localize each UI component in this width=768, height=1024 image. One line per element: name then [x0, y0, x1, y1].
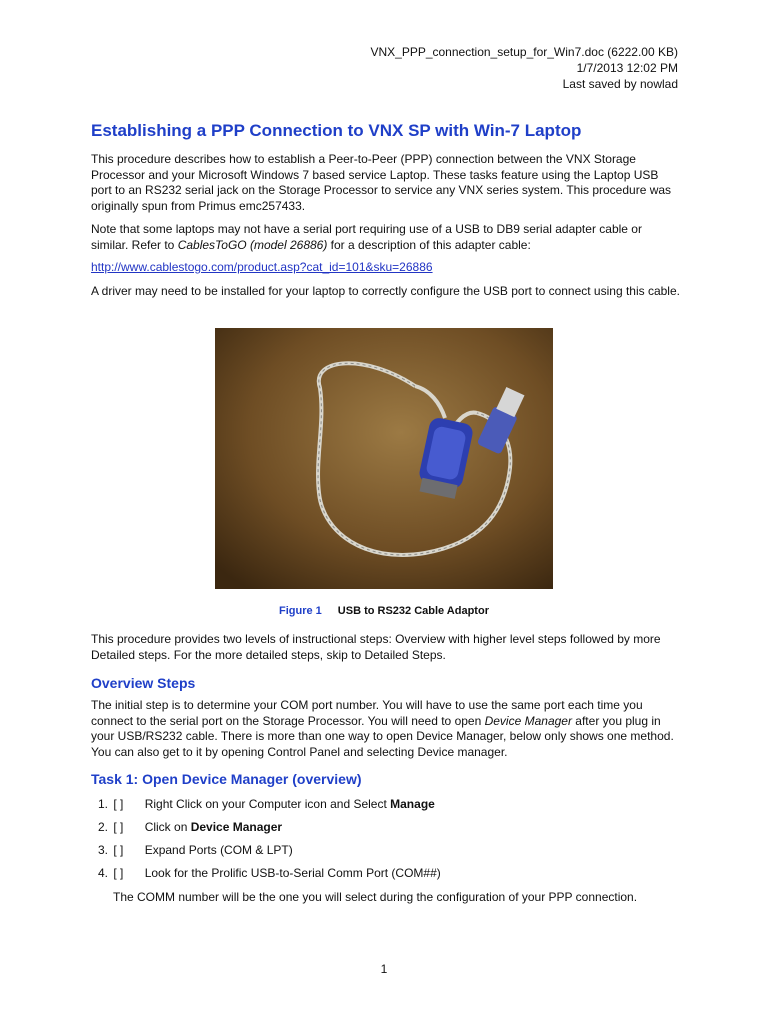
overview-paragraph — [91, 698, 681, 760]
overview-device-manager: Device Manager — [484, 713, 572, 728]
cablestogo-link[interactable]: http://www.cablestogo.com/product.asp?cat_id=101&sku=26886 — [91, 260, 433, 274]
step-bold: Device Manager — [190, 820, 283, 834]
step-checkbox[interactable]: [ ] — [113, 820, 124, 834]
step-number: 1. — [98, 797, 109, 811]
figure-caption-text: USB to RS232 Cable Adaptor — [337, 605, 489, 617]
step-checkbox[interactable]: [ ] — [113, 866, 124, 880]
step-text: Right Click on your Computer icon and Select — [144, 797, 391, 811]
cable-illustration — [215, 328, 553, 589]
header-saved-by: Last saved by nowlad — [562, 77, 678, 91]
document-header — [370, 44, 678, 92]
instruction-levels-paragraph: This procedure provides two levels of instructional steps: Overview with higher level steps followed by more Detailed steps. For the more detailed steps, skip to Detailed Steps. — [91, 632, 661, 662]
task1-step — [98, 866, 441, 881]
overview-heading: Overview Steps — [91, 675, 196, 691]
step-checkbox[interactable]: [ ] — [113, 797, 124, 811]
adapter-note-paragraph — [91, 222, 681, 253]
task1-step — [98, 820, 282, 835]
step-text: Look for the Prolific USB-to-Serial Comm Port (COM##) — [144, 866, 441, 880]
header-filename: VNX_PPP_connection_setup_for_Win7.doc (6222.00 KB) — [370, 45, 678, 59]
step-checkbox[interactable]: [ ] — [113, 843, 124, 857]
figure-caption — [0, 605, 768, 617]
usb-rs232-cable-photo — [215, 328, 553, 589]
step-bold: Manage — [390, 797, 435, 811]
document-title: Establishing a PPP Connection to VNX SP with Win-7 Laptop — [91, 121, 582, 140]
note-text-after: for a description of this adapter cable: — [327, 237, 531, 252]
note-product-reference: CablesToGO (model 26886) — [177, 237, 328, 252]
task1-note: The COMM number will be the one you will select during the configuration of your PPP connection. — [113, 890, 638, 904]
note-text-before: Note that some laptops may not have a serial port requiring use of a USB to DB9 serial adapter cable or similar. Refer to — [91, 222, 642, 252]
overview-text-before: The initial step is to determine your COM port number. You will have to use the same port each time you connect to the serial port on the Storage Processor. You will need to open — [91, 698, 643, 728]
page-number: 1 — [380, 962, 388, 976]
step-number: 3. — [98, 843, 109, 857]
overview-text-after: after you plug in your USB/RS232 cable. There is more than one way to open Device Manager, below only shows one method. You can also get to it by opening Control Panel and selecting Device manager. — [91, 713, 674, 759]
task1-step — [98, 797, 435, 812]
step-number: 2. — [98, 820, 109, 834]
task1-heading: Task 1: Open Device Manager (overview) — [91, 771, 362, 787]
figure-label: Figure 1 — [279, 605, 322, 617]
header-date: 1/7/2013 12:02 PM — [576, 61, 678, 75]
intro-paragraph: This procedure describes how to establish a Peer-to-Peer (PPP) connection between the VNX Storage Processor and your Microsoft Windows 7 based service Laptop. These tasks feature using the Laptop USB port to an RS232 serial jack on the Storage Processor to service any VNX series system. This procedure was originally spun from Primus emc257433. — [91, 152, 672, 213]
step-number: 4. — [98, 866, 109, 880]
step-text: Click on — [144, 820, 191, 834]
step-text: Expand Ports (COM & LPT) — [144, 843, 293, 857]
task1-step — [98, 843, 293, 858]
driver-paragraph: A driver may need to be installed for your laptop to correctly configure the USB port to connect using this cable. — [91, 284, 680, 298]
